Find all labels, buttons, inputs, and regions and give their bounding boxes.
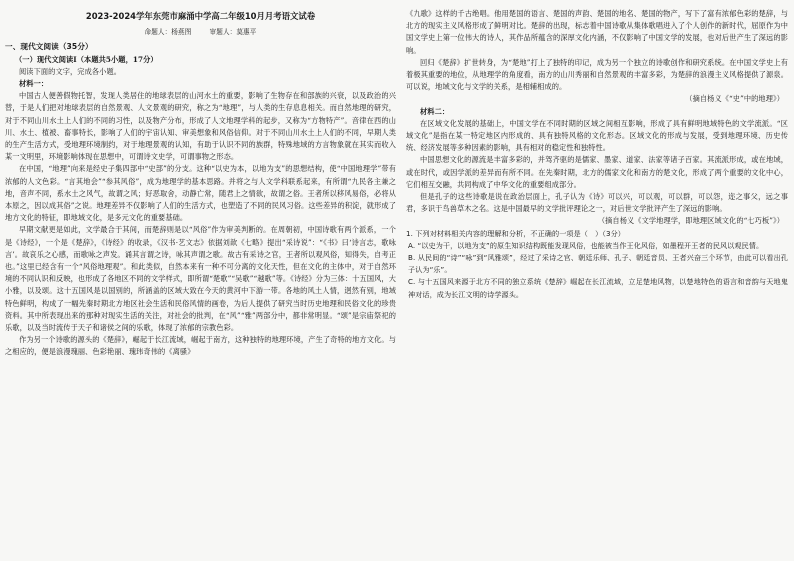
source-citation-1: （摘自杨义《“史”中的地理》） — [685, 94, 784, 104]
right-paragraph-3: 在区域文化发展的基础上，中国文学在不同时期的区域之间相互影响，形成了具有鲜明地域特色的文学流派。“区域文化”是指在某一特定地区内形成的、具有独特风格的文化形态。区域文化的形成与发展，受到地理环境、历史传统、经济发展等多种因素的影响，具有相对的稳定性和独特性。 — [406, 118, 788, 153]
right-paragraph-4: 中国思想文化的源流是丰富多彩的，并驾齐驱的是儒家、墨家、道家、法家等诸子百家。其流派形成，或在地域，或在时代，或因学派的差异而有所不同。在先秦时期，北方的儒家文化和南方的楚文化，形成了两个重要的文化中心，它们相互交融，共同构成了中华文化的重要组成部分。 — [406, 155, 788, 189]
right-paragraph-5: 但是孔子的这些诗歌是说在政治层面上，孔子认为《诗》可以兴，可以观，可以群，可以怨，迩之事父，远之事君，多识于鸟兽草木之名。这是中国最早的文学批评理论之一，对后世文学批评产生了深远的影响。 — [406, 192, 788, 214]
author-line — [5, 26, 396, 38]
setter-name: 命题人：杨燕图 — [144, 28, 192, 37]
right-column — [406, 8, 788, 301]
question-1-stem: 1. 下列对材料相关内容的理解和分析，不正确的一项是（ ）（3分） — [406, 228, 626, 238]
source-citation-2: （摘自杨义《文学地理学，即地理区域文化的“七巧板”》） — [597, 216, 784, 226]
section-heading: 一、现代文阅读（35分） — [5, 42, 93, 52]
left-paragraph-1: 中国古人便善假物托智，发现人类居住的地球表层的山河水土的重要，影响了生物存在和部族的兴衰，以及政治的兴替，于是人们把对地球表层的自然景观、人文景观的研究，称之为“地理”，与人类的生存息息相关。而自然地理的研究，对于不同山川水土上人们的不同的习性，以及物产分布，形成了人文地理学科的起步，又称为“方物特产”。音律在西的山川、水土、植被、畜事特长，影响了人们的宇宙认知、审美想象和风俗信仰。对于不同山川水土上人们的不同，早期人类的生产生活方式，受地理环境制约，对于地理景观的认知，有助于认识不同的族群，特殊地域的方言物象就在其实而收入某一文明里，环境影响体现在思想中，可谓诗文史学，可谓事物之形态。 — [5, 91, 396, 162]
material-two-label: 材料二： — [420, 106, 450, 116]
left-paragraph-3: 早期文献更是如此，文学最合于其间，而楚辞则是以“风俗”作为审美判断的。在周朝初，中国诗歌有两个派系，一个是《诗经》，一个是《楚辞》，《诗经》的收录，《汉书·艺文志》依据刘歆《七略》提出“采诗说”：“《书》曰‘诗言志，歌咏言’。故哀乐之心感，而歌咏之声发。诵其言谓之诗，咏其声谓之歌。故古有采诗之官，王者所以观风俗，知得失，自考正也。”这里已经含有一个“风俗地理观”。和此类似，自然本来有一种不可分离的文化天性，但在文化的主体中，对于自然环境的不同认识和反映，也形成了各地区不同的文学样式，即所谓“楚歌”“吴歌”“越歌”等。《诗经》分为三体：十五国风，大小雅，以及颂。这十五国风是以国别的，所涵盖的区域大致在今天的黄河中下游一带。各地的风土人情，迥然有别，地域特色鲜明，构成了一幅先秦时期北方地区社会生活和民俗风情的画卷，为后人提供了研究当时历史地理和民俗文化的珍贵资料。其中所表现出来的那种对现实生活的关注，对社会的批判，在“风”“雅”两部分中，都非常明显。“颂”是宗庙祭祀的乐歌，以及当时流传于天子和诸侯之间的乐歌，体现了浓郁的宗教色彩。 — [5, 225, 396, 333]
left-paragraph-4: 作为另一个诗歌的源头的《楚辞》，崛起于长江流域，崛起于南方，这种独特的地理环境，产生了奇特的地方文化。与之相应的，便是浪漫瑰丽、色彩艳丽、瑰玮奇伟的《离骚》 — [5, 335, 396, 357]
right-paragraph-1: 《九歌》这样的千古绝唱。他用楚国的语言、楚国的声韵、楚国的地名、楚国的物产，写下了富有浓郁色彩的楚辞，与北方的现实主义风格形成了鲜明对比。楚辞的出现，标志着中国诗歌从集体歌唱进入了个人创作的新时代，屈原作为中国文学史上第一位伟大的诗人，其作品所蕴含的深厚文化内涵，不仅影响了中国文学的发展，也对后世产生了深远的影响。 — [406, 9, 788, 55]
question-1-option-a: A. “以史为干，以地为支”的原生知识结构既能发现风俗，也能被当作王化风俗，如墨程开王者的民风以观民情。 — [408, 240, 764, 250]
question-1-option-c: C. 与十五国风来源于北方不同的独立系统《楚辞》崛起在长江流域，立足楚地风物，以楚地特色的语言和音韵与天地鬼神对话，成为长江文明的诗学源头。 — [408, 277, 788, 299]
reviewer-name: 审题人：莫惠平 — [209, 28, 257, 37]
left-paragraph-2: 在中国，“地理”向来是经史子集四部中“史部”的分支。这种“以史为本，以地为支”的思想结构，使“中国地理学”带有浓郁的人文色彩。“言其地会”“参其风俗”，成为地理学的基本思路。并将之与人文学科联系起来，有所谓“九民各主兼之地，音声不同，系水土之风气，故谓之风；好恶取舍，动静亡常，随君上之情欲，故谓之俗。王者所以移风易俗，必将从本原之，因以成其俗”之说。地理差异不仅影响了人们的生活方式，也塑造了不同的民风习俗。这些差异的积淀，就形成了地方文化的特征，即地域文化，是多元文化的重要基础。 — [5, 164, 396, 223]
exam-title: 2023-2024学年东莞市麻涌中学高二年级10月月考语文试卷 — [85, 11, 316, 21]
left-column — [5, 8, 396, 359]
material-one-label: 材料一： — [19, 79, 49, 89]
question-1-option-b: B. 从民间的“诗”“咏”到“风雅颂”，经过了采诗之官、朝廷乐师、孔子、朝廷音员、王者兴奋三个环节，由此可以看出孔子认为“乐”。 — [408, 253, 788, 275]
instruction-text: 阅读下面的文字，完成各小题。 — [19, 66, 122, 76]
subsection-heading: （一）现代文阅读Ⅰ（本题共5小题，17分） — [15, 54, 158, 64]
right-paragraph-2: 回归《楚辞》扩世转身，为“楚地”打上了独特的印记，成为另一个独立的诗歌创作和研究系统。在中国文学史上有着极其重要的地位，从地理学的角度看，南方的山川秀丽和自然景观的丰富多彩，为楚辞的浪漫主义风格提供了源泉。可以说，地域文化与文学的关系，是相辅相成的。 — [406, 57, 788, 92]
